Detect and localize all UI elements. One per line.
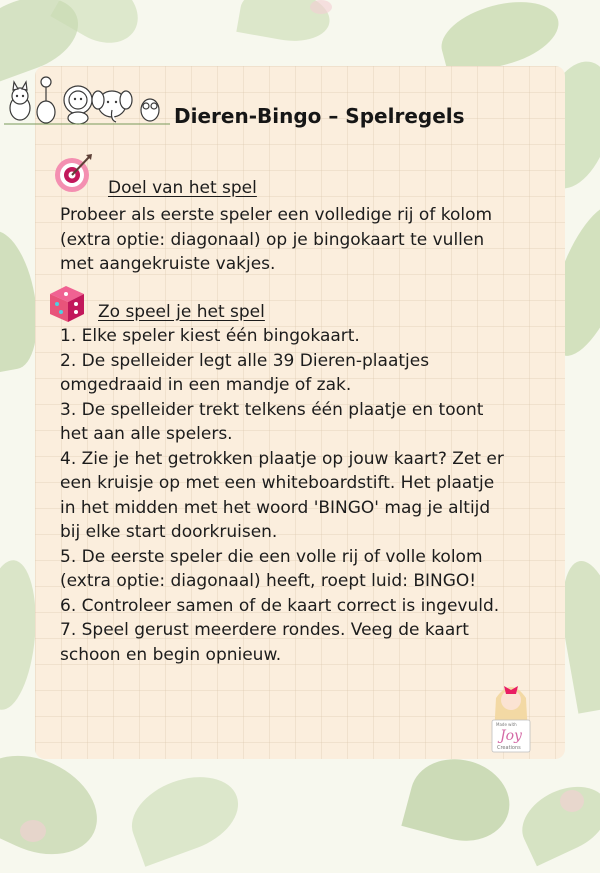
howto-line: het aan alle spelers. xyxy=(60,424,233,444)
howto-line: een kruisje op met een whiteboardstift. Het plaatje xyxy=(60,473,495,493)
goal-line: Probeer als eerste speler een volledige rij of kolom xyxy=(60,205,493,225)
howto-line: 7. Speel gerust meerdere rondes. Veeg de kaart xyxy=(60,620,469,640)
howto-line: 1. Elke speler kiest één bingokaart. xyxy=(60,326,360,346)
animals-illustration xyxy=(4,74,170,126)
howto-line: (extra optie: diagonaal) heeft, roept luid: BINGO! xyxy=(60,571,477,591)
howto-line: 2. De spelleider legt alle 39 Dieren-plaatjes xyxy=(60,350,430,371)
howto-line: 6. Controleer samen of de kaart correct is ingevuld. xyxy=(60,595,500,616)
flower-decoration xyxy=(310,0,332,14)
howto-line: schoon en begin opnieuw. xyxy=(60,644,282,665)
logo-word: Joy xyxy=(500,728,522,744)
logo-script: Made with xyxy=(496,722,517,727)
flower-decoration xyxy=(20,820,46,842)
howto-line: 5. De eerste speler die een volle rij of volle kolom xyxy=(60,546,483,567)
howto-line: 4. Zie je het getrokken plaatje op jouw kaart? Zet er xyxy=(60,448,504,469)
goal-text xyxy=(60,203,492,277)
goal-line: met aangekruiste vakjes. xyxy=(60,254,276,274)
howto-line: omgedraaid in een mandje of zak. xyxy=(60,375,352,395)
page-title: Dieren-Bingo – Spelregels xyxy=(174,104,465,128)
leaf-decoration xyxy=(401,748,518,851)
goal-line: (extra optie: diagonaal) op je bingokaart te vullen xyxy=(60,229,485,250)
howto-heading: Zo speel je het spel xyxy=(98,302,265,322)
flower-decoration xyxy=(560,790,584,812)
target-icon xyxy=(52,152,94,194)
leaf-decoration xyxy=(512,774,600,866)
brand-logo xyxy=(478,676,544,756)
goal-heading: Doel van het spel xyxy=(108,178,257,198)
dice-icon xyxy=(44,282,90,326)
howto-text xyxy=(60,324,504,667)
howto-line: bij elke start doorkruisen. xyxy=(60,522,278,542)
howto-line: 3. De spelleider trekt telkens één plaatje en toont xyxy=(60,399,484,420)
leaf-decoration xyxy=(121,763,248,866)
howto-line: in het midden met het woord 'BINGO' mag je altijd xyxy=(60,497,491,518)
logo-sub: Creations xyxy=(497,745,521,751)
